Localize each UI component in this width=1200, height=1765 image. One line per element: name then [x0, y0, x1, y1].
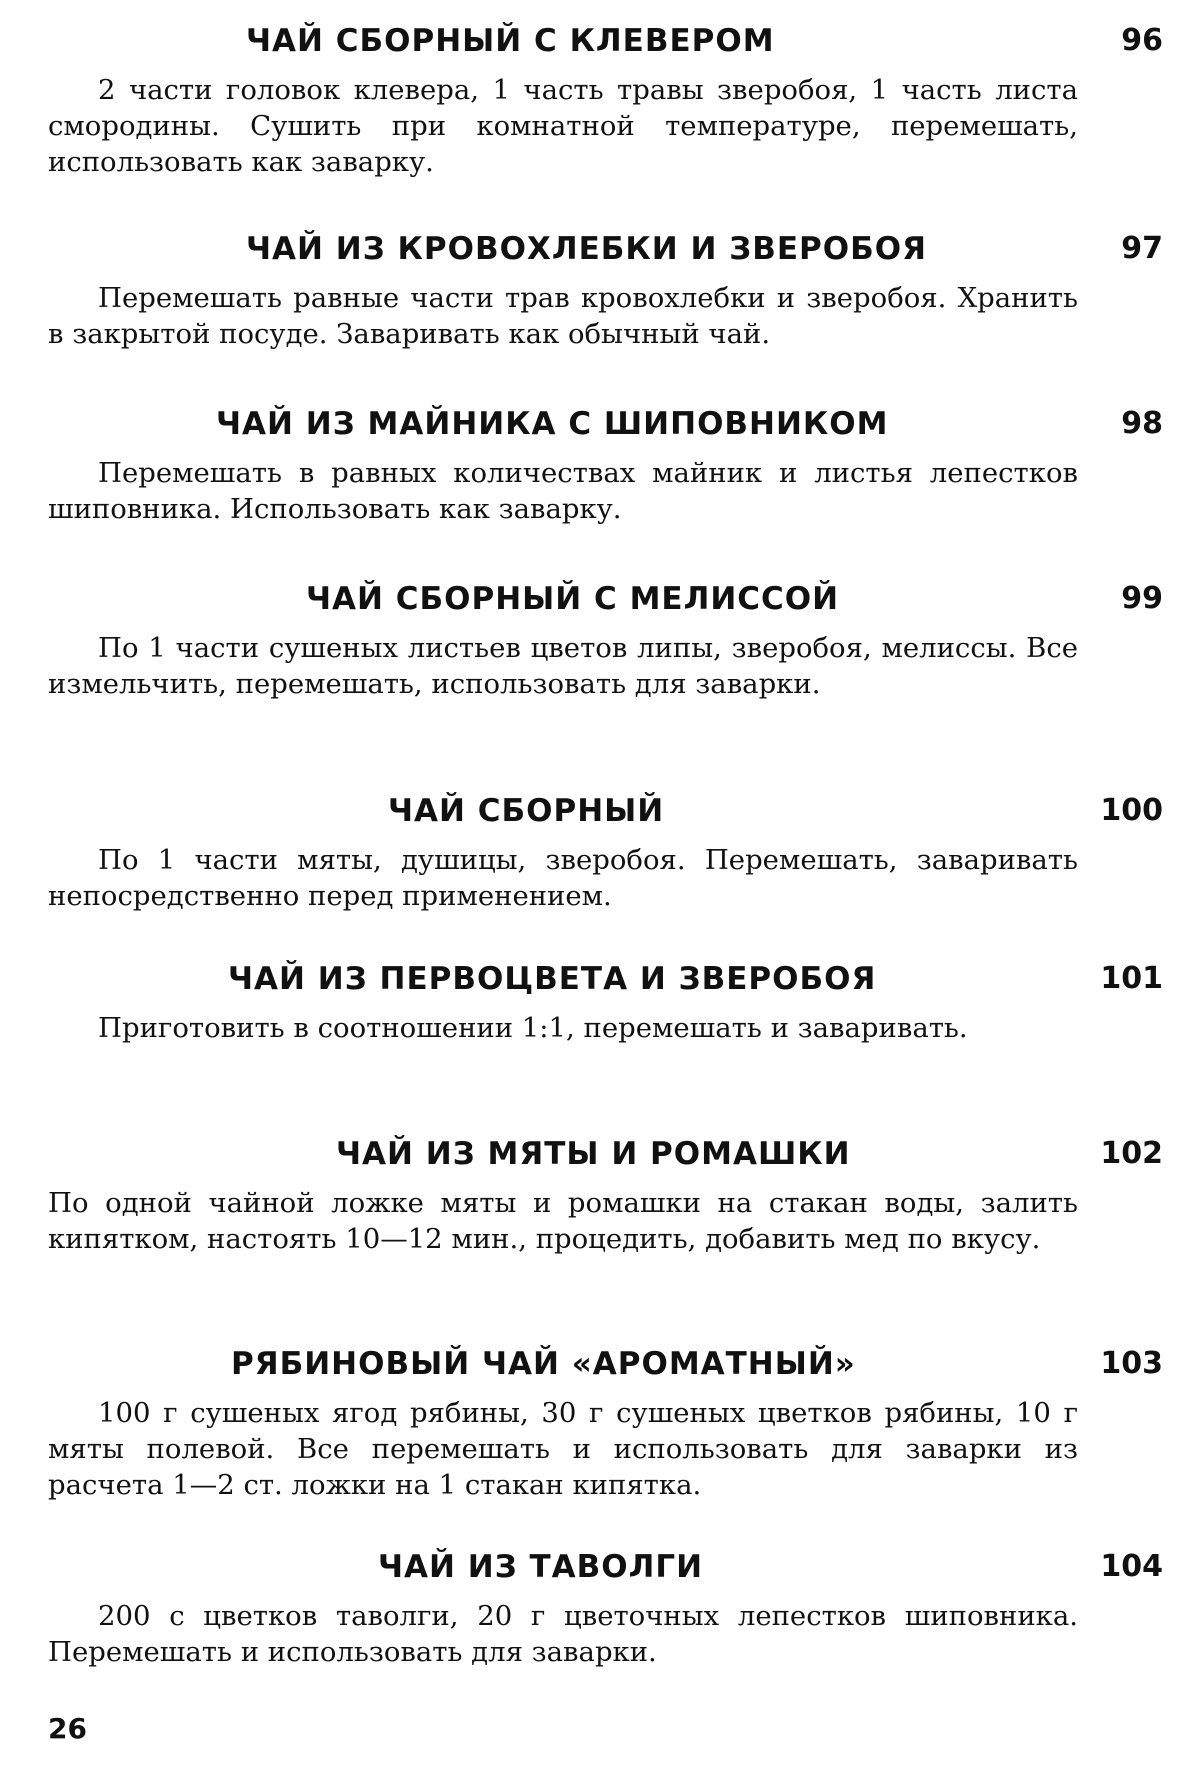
recipe-number: 103 [1100, 1343, 1163, 1385]
recipe-text: Перемешать в равных количествах майник и листья лепестков шиповника. Использовать как заварку. [48, 455, 1078, 527]
recipe-text: 200 с цветков таволги, 20 г цветочных лепестков шиповника. Перемешать и использовать для заварки. [48, 1598, 1078, 1670]
recipe-100 [48, 790, 1163, 914]
recipe-heading [48, 20, 1163, 62]
recipe-104 [48, 1546, 1163, 1670]
recipe-97 [48, 228, 1163, 352]
recipe-96 [48, 20, 1163, 180]
recipe-title: ЧАЙ ИЗ МЯТЫ И РОМАШКИ [336, 1133, 851, 1175]
recipe-heading [48, 403, 1163, 445]
recipe-heading [48, 958, 1163, 1000]
page-number: 26 [48, 1712, 87, 1745]
recipe-number: 99 [1121, 578, 1163, 620]
recipe-number: 101 [1100, 958, 1163, 1000]
recipe-title: РЯБИНОВЫЙ ЧАЙ «АРОМАТНЫЙ» [231, 1343, 856, 1385]
recipe-text: По 1 части мяты, душицы, зверобоя. Перемешать, заваривать непосредственно перед применением. [48, 842, 1078, 914]
recipe-98 [48, 403, 1163, 527]
recipe-heading [48, 228, 1163, 270]
recipe-title: ЧАЙ СБОРНЫЙ [388, 790, 664, 832]
recipe-title: ЧАЙ ИЗ ПЕРВОЦВЕТА И ЗВЕРОБОЯ [228, 958, 876, 1000]
recipe-number: 97 [1121, 228, 1163, 270]
recipe-title: ЧАЙ СБОРНЫЙ С КЛЕВЕРОМ [246, 20, 775, 62]
recipe-text: Перемешать равные части трав кровохлебки и зверобоя. Хранить в закрытой посуде. Заваривать как обычный чай. [48, 280, 1078, 352]
recipe-number: 104 [1100, 1546, 1163, 1588]
recipe-text: По 1 части сушеных листьев цветов липы, зверобоя, мелиссы. Все измельчить, перемешать, использовать для заварки. [48, 630, 1078, 702]
recipe-heading [48, 1546, 1163, 1588]
recipe-heading [48, 1133, 1163, 1175]
book-page [0, 0, 1200, 1765]
recipe-heading [48, 578, 1163, 620]
recipe-text: 2 части головок клевера, 1 часть травы зверобоя, 1 часть листа смородины. Сушить при комнатной температуре, перемешать, использовать как заварку. [48, 72, 1078, 180]
recipe-heading [48, 790, 1163, 832]
recipe-102 [48, 1133, 1163, 1257]
recipe-heading [48, 1343, 1163, 1385]
recipe-title: ЧАЙ ИЗ МАЙНИКА С ШИПОВНИКОМ [216, 403, 888, 445]
recipe-number: 100 [1100, 790, 1163, 832]
recipe-99 [48, 578, 1163, 702]
recipe-number: 98 [1121, 403, 1163, 445]
recipe-text: 100 г сушеных ягод рябины, 30 г сушеных цветков рябины, 10 г мяты полевой. Все перемешать и использовать для заварки из расчета 1—2 ст. ложки на 1 стакан кипятка. [48, 1395, 1078, 1503]
recipe-101 [48, 958, 1163, 1046]
recipe-title: ЧАЙ СБОРНЫЙ С МЕЛИССОЙ [306, 578, 839, 620]
recipe-text: По одной чайной ложке мяты и ромашки на стакан воды, залить кипятком, настоять 10—12 мин., процедить, добавить мед по вкусу. [48, 1185, 1078, 1257]
recipe-title: ЧАЙ ИЗ ТАВОЛГИ [378, 1546, 703, 1588]
recipe-number: 96 [1121, 20, 1163, 62]
recipe-text: Приготовить в соотношении 1:1, перемешать и заваривать. [48, 1010, 1078, 1046]
recipe-title: ЧАЙ ИЗ КРОВОХЛЕБКИ И ЗВЕРОБОЯ [246, 228, 927, 270]
recipe-number: 102 [1100, 1133, 1163, 1175]
recipe-103 [48, 1343, 1163, 1503]
